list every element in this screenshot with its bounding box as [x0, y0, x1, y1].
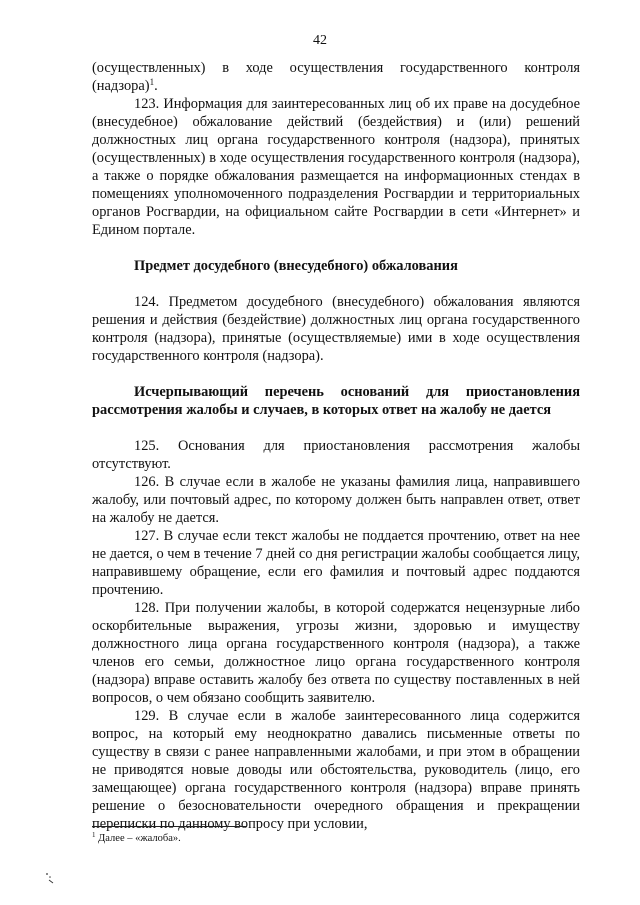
paragraph-127: 127. В случае если текст жалобы не поддается прочтению, ответ на нее не дается, о чем в течение 7 дней со дня регистрации жалобы сообщается лицу, направившему обращение, если его фамилия и почтовый адрес поддаются прочтению. — [92, 528, 580, 598]
footnote-reference: 1 — [149, 77, 155, 87]
scan-speck-mark — [44, 871, 56, 885]
page-number: 42 — [313, 33, 327, 48]
section-heading-appeal-subject: Предмет досудебного (внесудебного) обжалования — [134, 258, 458, 274]
document-body — [92, 59, 580, 833]
paragraph-125: 125. Основания для приостановления рассмотрения жалобы отсутствуют. — [92, 438, 580, 472]
paragraph-126: 126. В случае если в жалобе не указаны фамилия лица, направившего жалобу, или почтовый адрес, по которому должен быть направлен ответ, ответ на жалобу не дается. — [92, 474, 580, 526]
paragraph-123: 123. Информация для заинтересованных лиц об их праве на досудебное (внесудебное) обжалование действий (бездействия) и (или) решений должностных лиц органа государственного контроля (надзора), принятых (осуществленных) в ходе осуществления государственного контроля (надзора), а также о порядке обжалования размещается на информационных стендах в помещениях уполномоченного подразделения Росгвардии и территориальных органов Росгвардии, на официальном сайте Росгвардии в сети «Интернет» и Едином портале. — [92, 96, 580, 238]
paragraph-124: 124. Предметом досудебного (внесудебного) обжалования являются решения и действия (бездействие) должностных лиц органа государственного контроля (надзора), принятые (осуществляемые) ими в ходе осуществления государственного контроля (надзора). — [92, 294, 580, 364]
footnote-mark: 1 — [92, 831, 96, 839]
paragraph-129: 129. В случае если в жалобе заинтересованного лица содержится вопрос, на который ему неоднократно давались письменные ответы по существу в связи с ранее направленными жалобами, и при этом в обращении не приводятся новые доводы или обстоятельства, руководитель (лицо, его замещающее) органа государственного контроля (надзора) вправе принять решение о безосновательности очередного обращения и прекращении переписки по данному вопросу при условии, — [92, 708, 580, 832]
footnote-divider — [92, 826, 246, 827]
footnote-text: Далее – «жалоба». — [95, 833, 181, 844]
section-heading-suspension-grounds: Исчерпывающий перечень оснований для приостановления рассмотрения жалобы и случаев, в которых ответ на жалобу не дается — [92, 384, 580, 418]
footnote — [92, 832, 181, 845]
paragraph-128: 128. При получении жалобы, в которой содержатся нецензурные либо оскорбительные выражения, угрозы жизни, здоровью и имуществу должностного лица органа государственного контроля (надзора), а также членов его семьи, должностное лицо органа государственного контроля (надзора) вправе оставить жалобу без ответа по существу поставленных в ней вопросов, о чем обязано сообщить заявителю. — [92, 600, 580, 706]
paragraph-continuation — [92, 59, 580, 95]
continuation-text: (осуществленных) в ходе осуществления государственного контроля (надзора) — [92, 60, 580, 94]
continuation-end: . — [154, 78, 158, 94]
